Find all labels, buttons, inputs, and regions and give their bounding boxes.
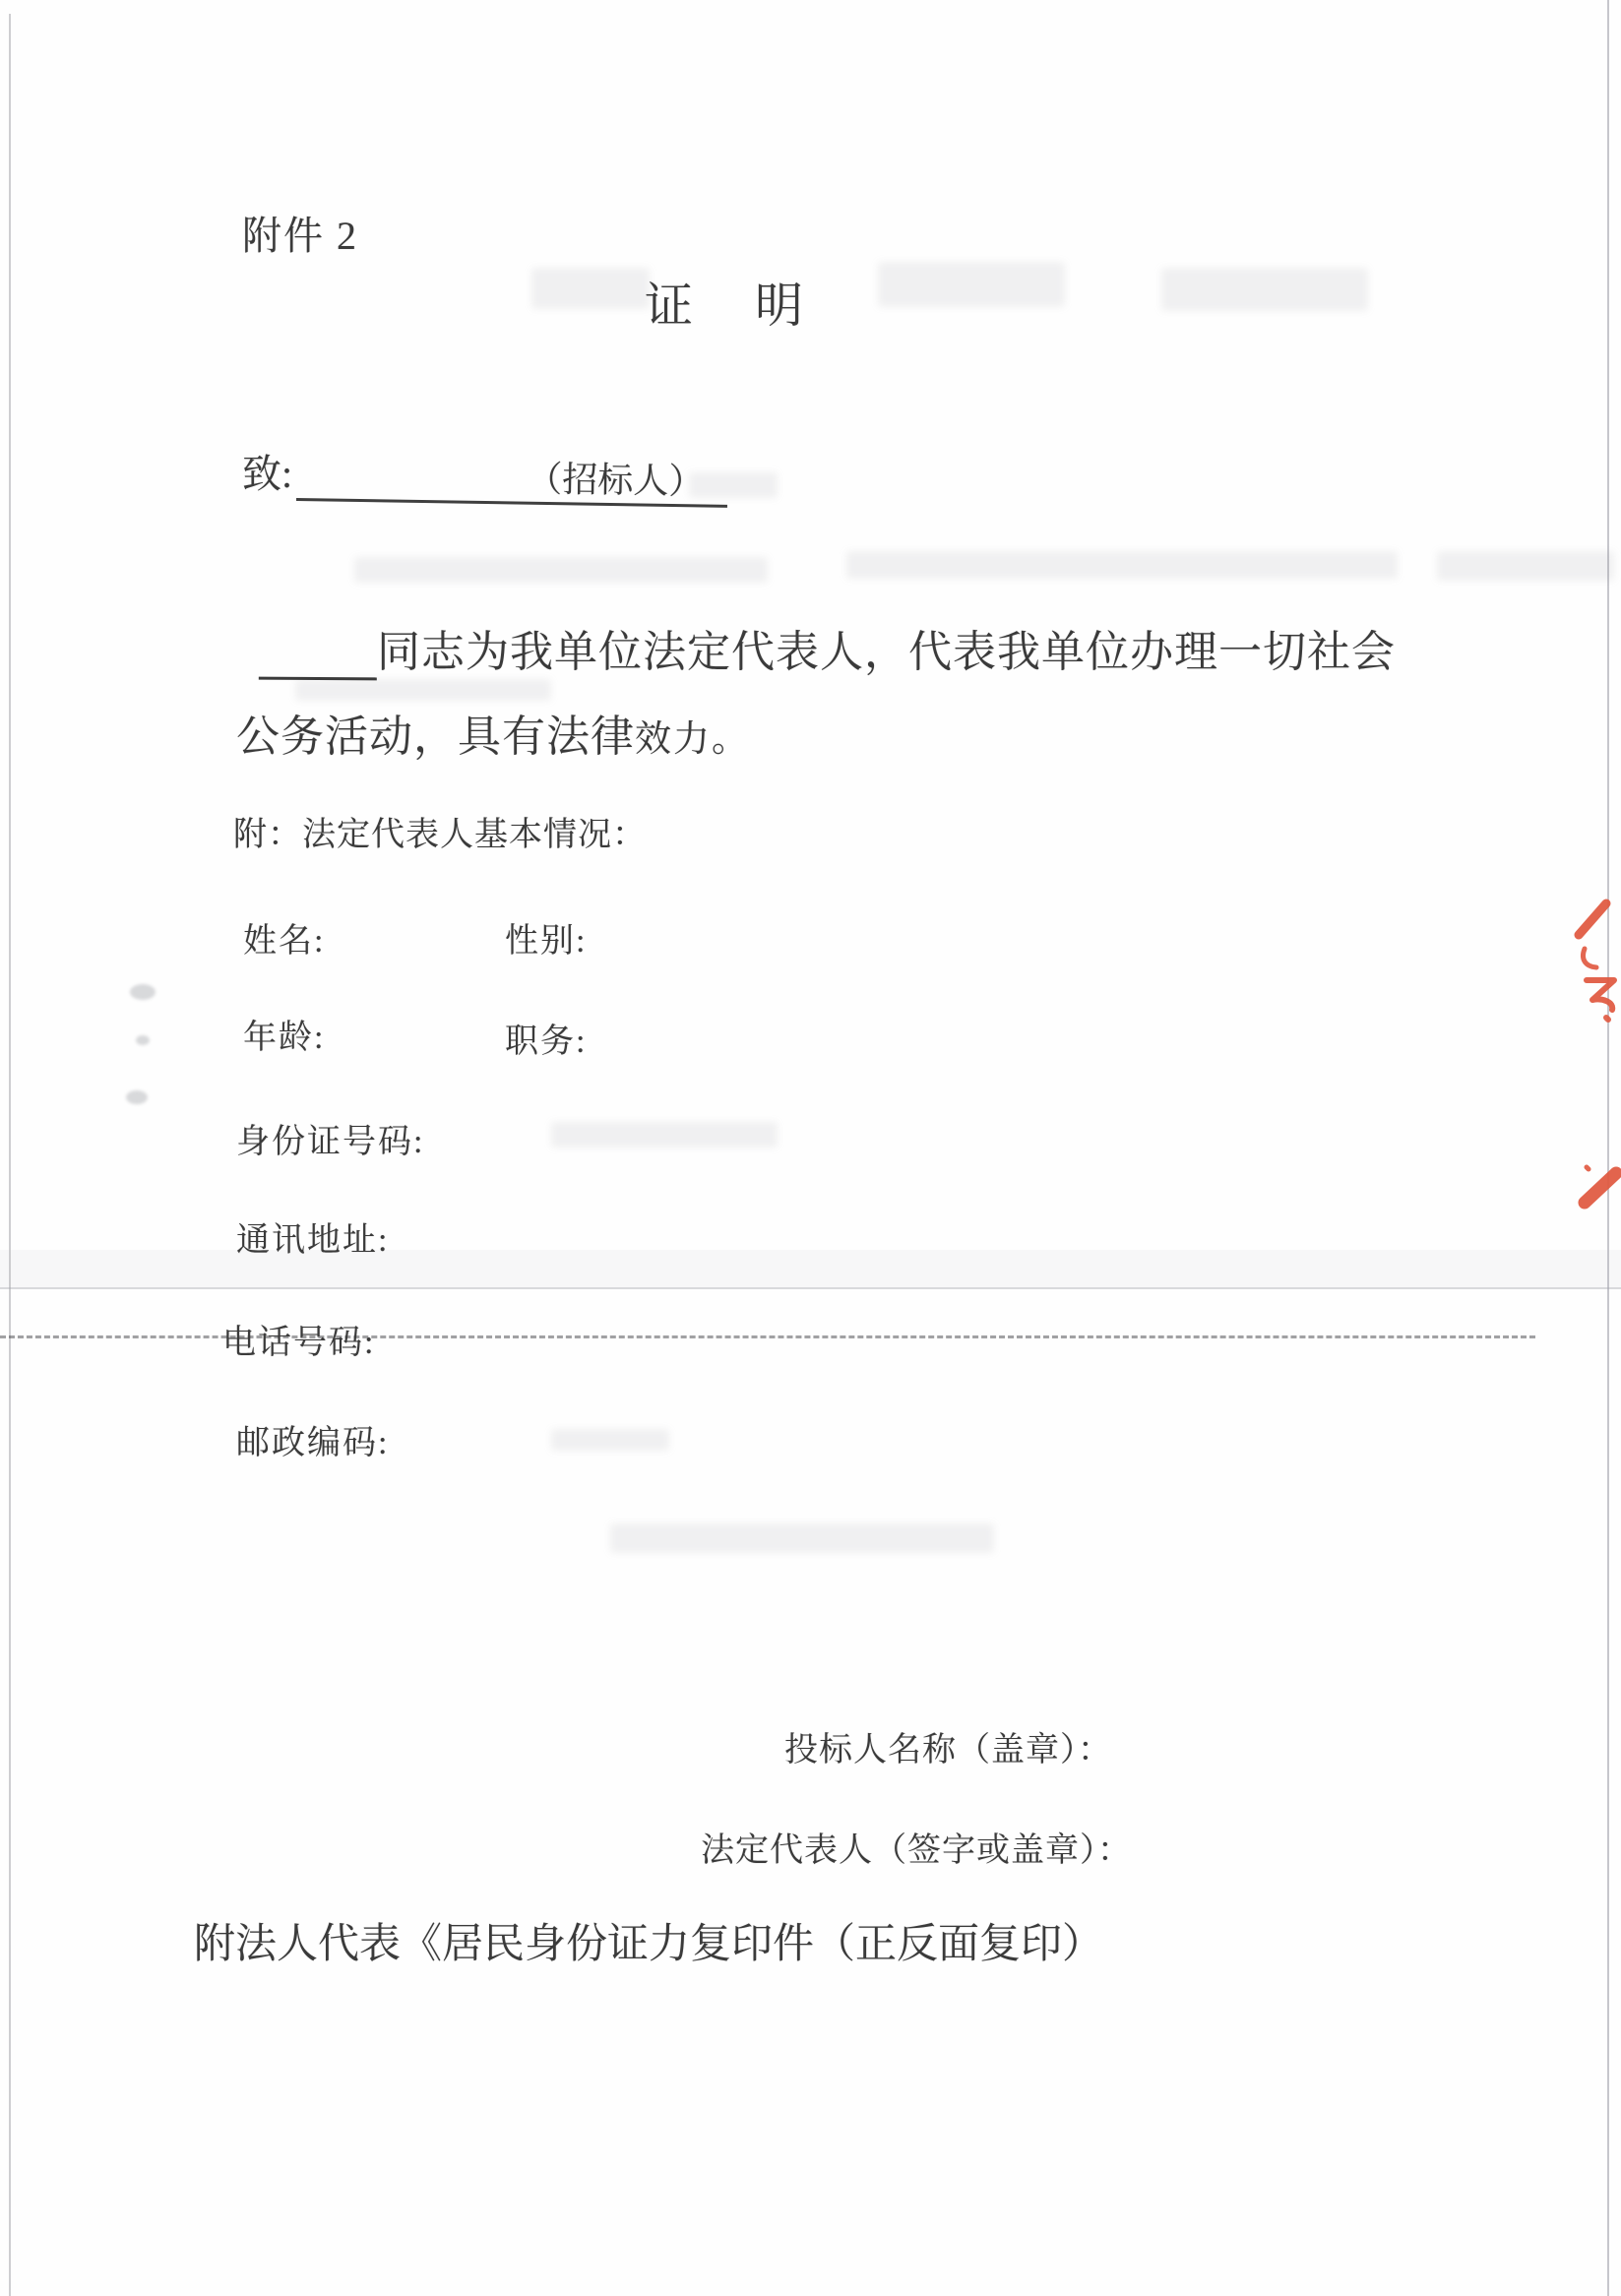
bleed-through-artifact <box>295 679 551 701</box>
title-char-2: 明 <box>755 279 805 333</box>
attachment-note: 附：法定代表人基本情况： <box>233 817 647 853</box>
bleed-through-artifact <box>610 1523 994 1553</box>
signature-bidder-line: 投标人名称（盖章）： <box>784 1732 1112 1769</box>
bleed-through-artifact <box>531 268 650 309</box>
scan-speck <box>126 1090 148 1104</box>
bleed-through-artifact <box>1161 268 1368 311</box>
field-label-age: 年龄: <box>243 1020 326 1056</box>
scan-speck <box>136 1035 150 1045</box>
red-ink-mark-lower <box>1577 1159 1621 1210</box>
signature-legal-rep-line: 法定代表人（签字或盖章）： <box>701 1832 1132 1869</box>
salutation-blank-underline: （招标人） <box>296 448 728 508</box>
field-label-address: 通讯地址: <box>236 1222 390 1259</box>
body-line1-text: 同志为我单位法定代表人，代表我单位办理一切社会 <box>377 628 1396 676</box>
body-paragraph-line-1 <box>259 616 1396 680</box>
footer-note: 附法人代表《居民身份证力复印件（正反面复印） <box>194 1922 1104 1967</box>
bleed-through-artifact <box>846 551 1398 579</box>
scan-speck <box>130 984 156 1000</box>
field-label-id-number: 身份证号码: <box>236 1124 425 1160</box>
red-ink-mark-upper <box>1563 898 1621 1025</box>
title-char-1: 证 <box>645 279 695 333</box>
field-label-name: 姓名: <box>243 923 326 960</box>
page-edge-line-right <box>1607 0 1609 2296</box>
body-paragraph-line-2 <box>236 701 750 764</box>
page-edge-line-left <box>9 14 11 2296</box>
bleed-through-artifact <box>551 1429 669 1451</box>
body-line2-tail: 效力。 <box>635 719 750 760</box>
salutation-prefix: 致: <box>242 452 293 496</box>
bleed-through-artifact <box>1437 551 1614 581</box>
field-label-postal-code: 邮政编码: <box>236 1425 390 1461</box>
document-title <box>645 268 804 337</box>
field-label-gender: 性别: <box>505 923 588 960</box>
body-line2-main: 公务活动，具有法律 <box>236 713 635 761</box>
bleed-through-artifact <box>551 1122 778 1148</box>
bleed-through-artifact <box>878 262 1065 307</box>
body-blank-underline <box>259 627 377 681</box>
field-label-duty: 职务: <box>505 1024 588 1060</box>
field-label-phone: 电话号码: <box>222 1325 376 1361</box>
salutation-line <box>242 443 727 501</box>
attachment-label: 附件 2 <box>242 214 358 258</box>
bleed-through-artifact <box>354 557 768 583</box>
